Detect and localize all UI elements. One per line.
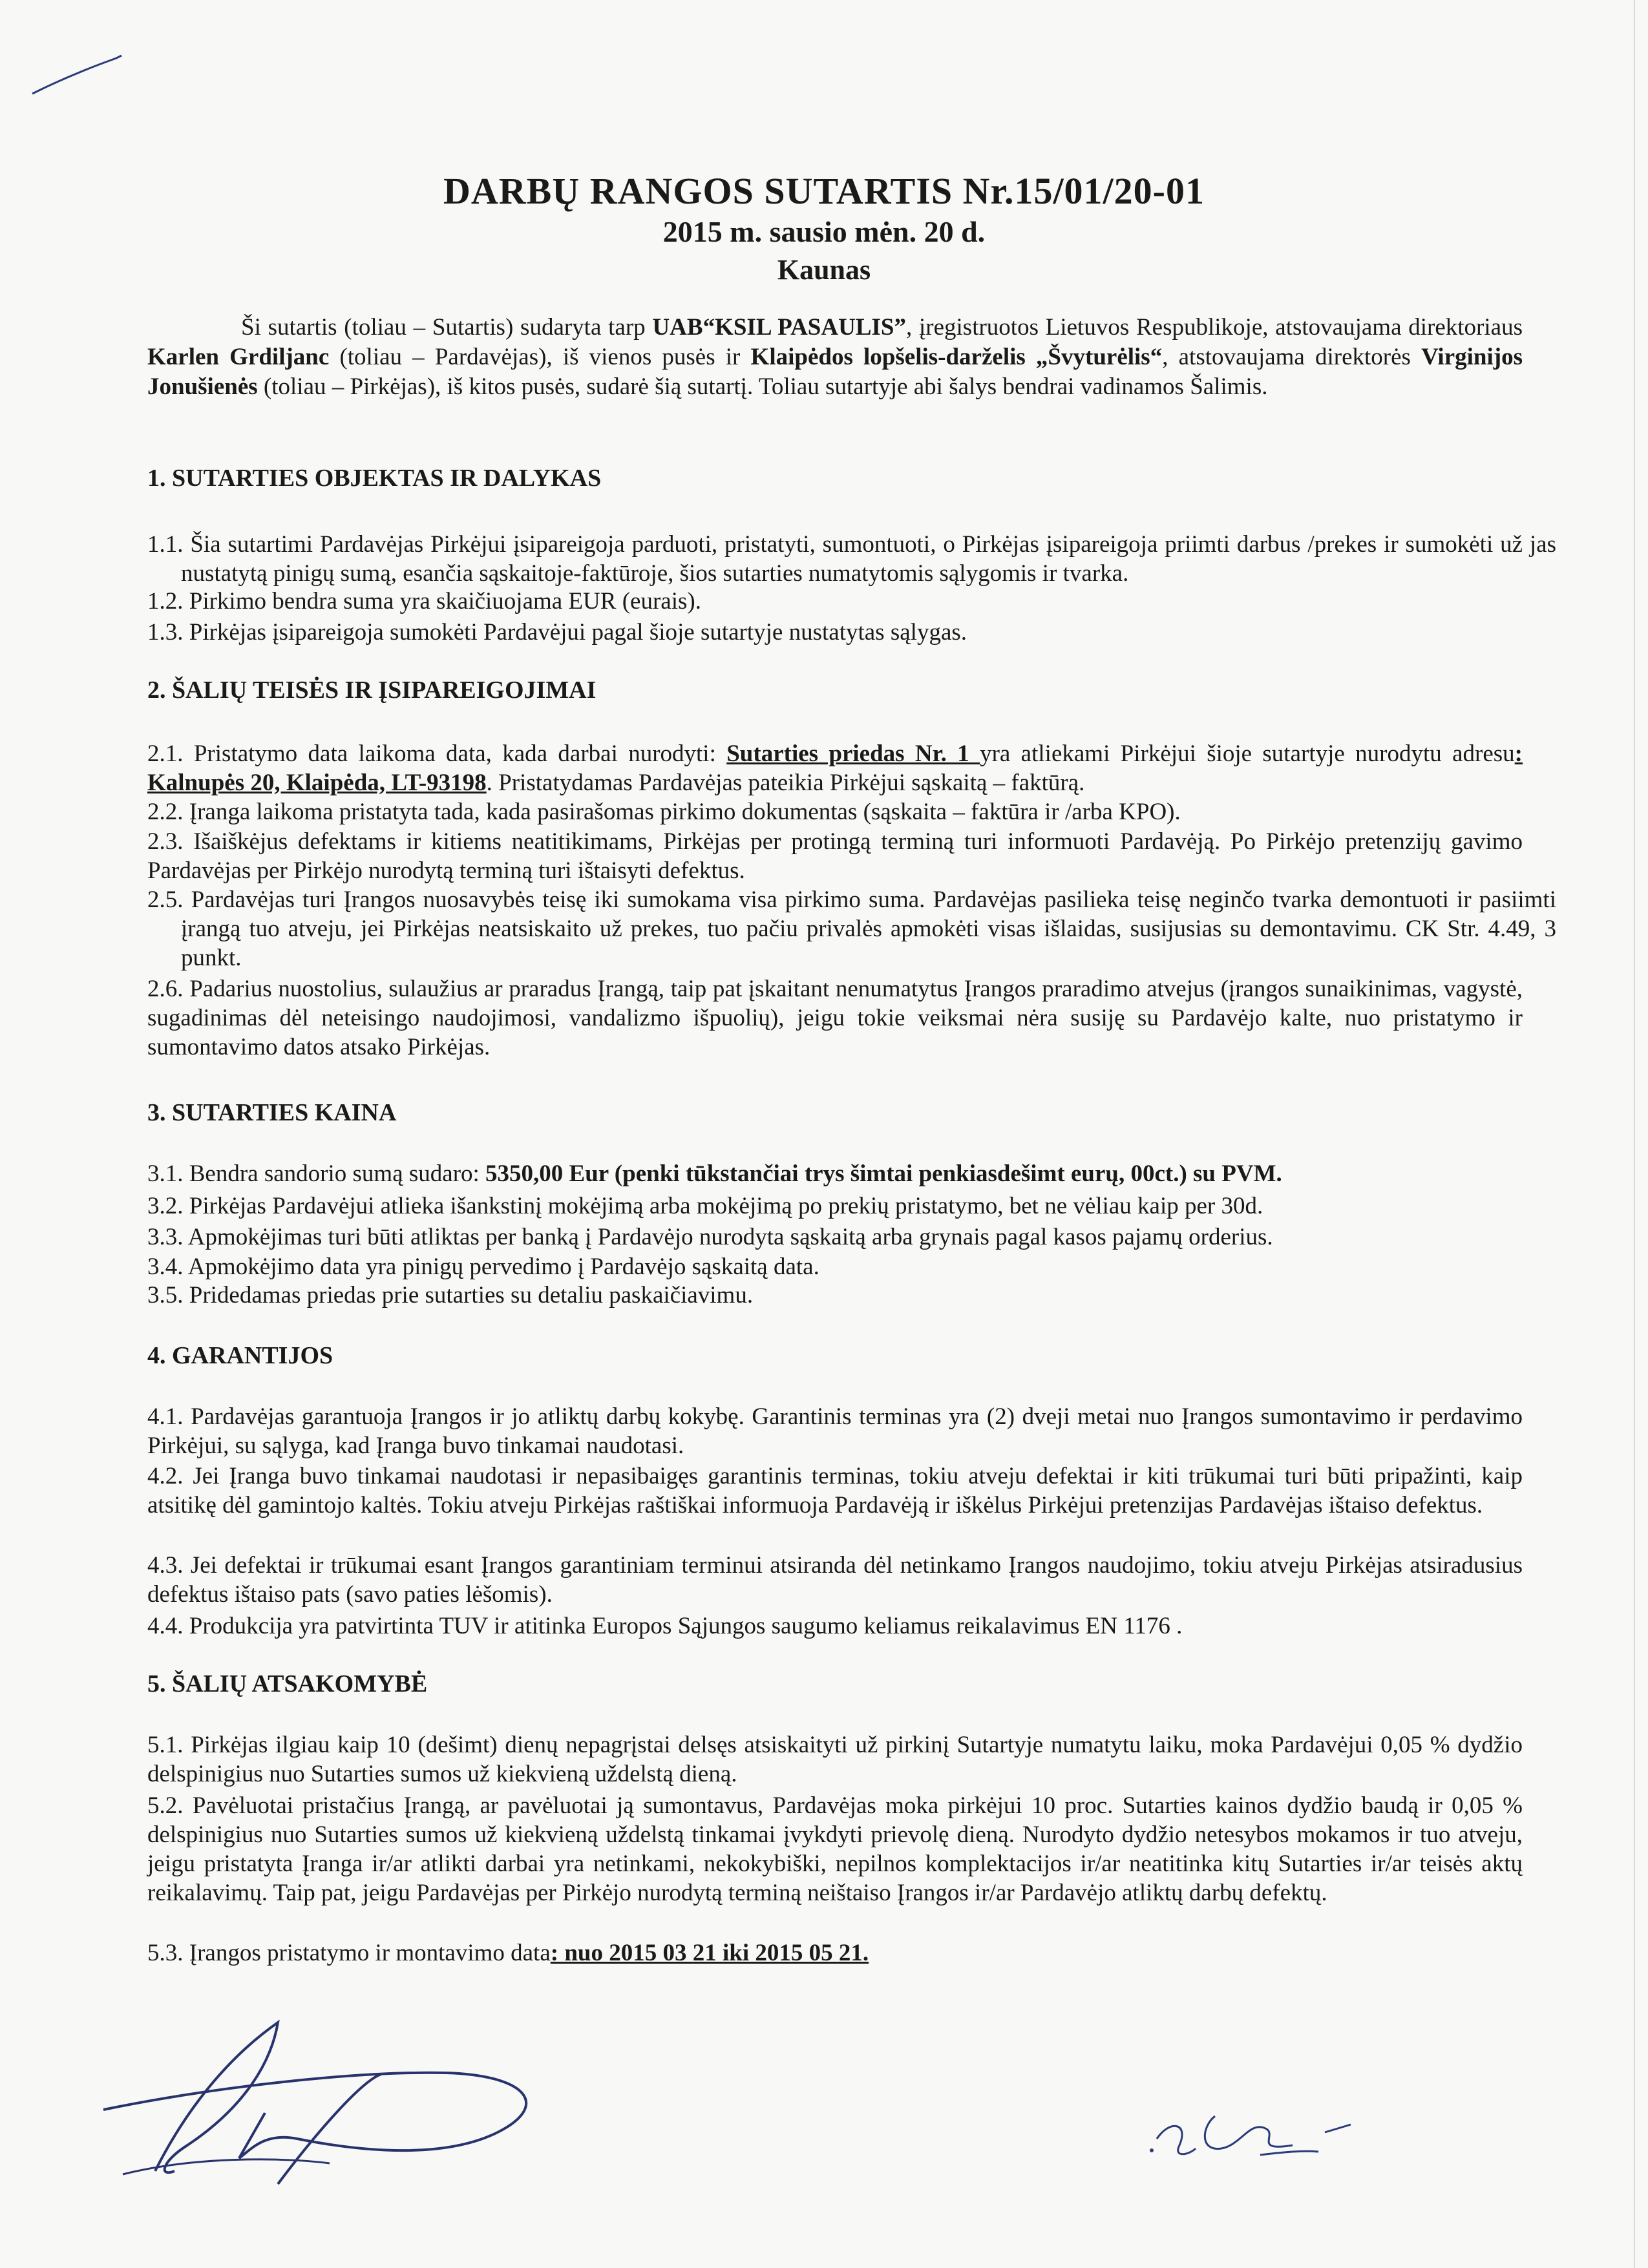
clause-3-5: 3.5. Pridedamas priedas prie sutarties su detaliu paskaičiavimu. bbox=[147, 1282, 754, 1308]
delivery-address: : Kalnupės 20, Klaipėda, LT-93198 bbox=[147, 740, 1523, 796]
buyer-signature bbox=[1144, 2094, 1364, 2171]
clause-4-3: 4.3. Jei defektai ir trūkumai esant Įrangos garantiniam terminui atsiranda dėl netinkamo Įrangos naudojimo, tokiu atveju Pirkėjas atsiradusius defektus ištaiso pats (savo paties lėšomis). bbox=[147, 1552, 1523, 1608]
seller-signature bbox=[84, 2010, 575, 2203]
clause-4-2: 4.2. Jei Įranga buvo tinkamai naudotasi ir nepasibaigęs garantinis terminas, tokiu atveju defektai ir kiti trūkumai turi būti pripažinti, kaip atsitikę dėl gamintojo kaltės. Tokiu atveju Pirkėjas raštiškai informuoja Pardavėją ir iškėlus Pirkėjui pretenzijas Pardavėjas ištaiso defektus. bbox=[147, 1463, 1523, 1518]
clause-1-2: 1.2. Pirkimo bendra suma yra skaičiuojama EUR (eurais). bbox=[147, 588, 701, 614]
section-5-title: 5. ŠALIŲ ATSAKOMYBĖ bbox=[147, 1670, 428, 1697]
document-title: DARBŲ RANGOS SUTARTIS Nr.15/01/20-01 bbox=[443, 170, 1205, 212]
contract-amount: 5350,00 Eur (penki tūkstančiai trys šimtai penkiasdešimt eurų, 00ct.) su PVM. bbox=[485, 1160, 1282, 1187]
clause-3-3: 3.3. Apmokėjimas turi būti atliktas per banką į Pardavėjo nurodyta sąskaitą arba grynais pagal kasos pajamų orderius. bbox=[147, 1224, 1273, 1250]
clause-2-1: 2.1. Pristatymo data laikoma data, kada darbai nurodyti: Sutarties priedas Nr. 1 yra atliekami Pirkėjui šioje sutartyje nurodytu adresu: Kalnupės 20, Klaipėda, LT-93198. Pristatydamas Pardavėjas pateikia Pirkėjui sąskaitą – faktūrą. bbox=[147, 740, 1523, 796]
seller-name: UAB“KSIL PASAULIS” bbox=[652, 314, 906, 341]
pen-mark bbox=[26, 45, 129, 103]
section-1-title: 1. SUTARTIES OBJEKTAS IR DALYKAS bbox=[147, 465, 602, 492]
document-city: Kaunas bbox=[777, 254, 871, 286]
scan-edge bbox=[1634, 0, 1635, 2268]
clause-1-1: 1.1. Šia sutartimi Pardavėjas Pirkėjui įsipareigoja parduoti, pristatyti, sumontuoti, o Pirkėjas įsipareigoja priimti darbus /prekes ir sumokėti už jas nustatytą pinigų sumą, esančia sąskaitoje-faktūroje, šios sutarties numatytomis sąlygomis ir tvarka. bbox=[147, 531, 1556, 587]
intro-paragraph: Ši sutartis (toliau – Sutartis) sudaryta tarp UAB“KSIL PASAULIS”, įregistruotos Lietuvos Respublikoje, atstovaujama direktoriaus Karlen Grdiljanc (toliau – Pardavėjas), iš vienos pusės ir Klaipėdos lopšelis-darželis „Švyturėlis“, atstovaujama direktorės Virginijos Jonušienės (toliau – Pirkėjas), iš kitos pusės, sudarė šią sutartį. Toliau sutartyje abi šalys bendrai vadinamos Šalimis. bbox=[147, 314, 1523, 400]
clause-4-4: 4.4. Produkcija yra patvirtinta TUV ir atitinka Europos Sąjungos saugumo keliamus reikalavimus EN 1176 . bbox=[147, 1613, 1183, 1639]
buyer-name: Klaipėdos lopšelis-darželis „Švyturėlis“ bbox=[750, 344, 1163, 370]
clause-3-1: 3.1. Bendra sandorio sumą sudaro: 5350,00 Eur (penki tūkstančiai trys šimtai penkiasdešimt eurų, 00ct.) su PVM. bbox=[147, 1160, 1282, 1187]
clause-3-4: 3.4. Apmokėjimo data yra pinigų pervedimo į Pardavėjo sąskaitą data. bbox=[147, 1254, 819, 1280]
clause-3-2: 3.2. Pirkėjas Pardavėjui atlieka išankstinį mokėjimą arba mokėjimą po prekių pristatymo, bet ne vėliau kaip per 30d. bbox=[147, 1193, 1263, 1219]
section-2-title: 2. ŠALIŲ TEISĖS IR ĮSIPAREIGOJIMAI bbox=[147, 677, 597, 704]
clause-2-6: 2.6. Padarius nuostolius, sulaužius ar praradus Įrangą, taip pat įskaitant nenumatytus Įrangos praradimo atvejus (įrangos sunaikinimas, vagystė, sugadinimas dėl neteisingo naudojimosi, vandalizmo išpuolių), jeigu tokie veiksmai nėra susiję su Pardavėjo kalte, nuo pristatymo ir sumontavimo datos atsako Pirkėjas. bbox=[147, 976, 1523, 1060]
clause-5-1: 5.1. Pirkėjas ilgiau kaip 10 (dešimt) dienų nepagrįstai delsęs atsiskaityti už pirkinį Sutartyje numatytu laiku, moka Pardavėjui 0,05 % dydžio delspinigius nuo Sutarties sumos už kiekvieną uždelstą dieną. bbox=[147, 1732, 1523, 1787]
section-3-title: 3. SUTARTIES KAINA bbox=[147, 1099, 397, 1126]
clause-2-2: 2.2. Įranga laikoma pristatyta tada, kada pasirašomas pirkimo dokumentas (sąskaita – faktūra ir /arba KPO). bbox=[147, 799, 1181, 825]
clause-2-5: 2.5. Pardavėjas turi Įrangos nuosavybės teisę iki sumokama visa pirkimo suma. Pardavėjas pasilieka teisę neginčo tvarka demontuoti ir pasiimti įrangą tuo atveju, jei Pirkėjas neatsiskaito už prekes, tuo pačiu privalės apmokėti visas išlaidas, susijusias su demontavimu. CK Str. 4.49, 3 punkt. bbox=[147, 887, 1556, 971]
seller-director: Karlen Grdiljanc bbox=[147, 344, 330, 370]
clause-5-2: 5.2. Pavėluotai pristačius Įrangą, ar pavėluotai ją sumontavus, Pardavėjas moka pirkėjui 10 proc. Sutarties kainos dydžio baudą ir 0,05 % delspinigius nuo Sutarties sumos už kiekvieną uždelstą tinkamai įvykdyti prievolę dieną. Nurodyto dydžio netesybos mokamos ir tuo atveju, jeigu pristatyta Įranga ir/ar atlikti darbai yra netinkami, nekokybiški, nepilnos komplektacijos ir/ar neatitinka kitų Sutarties ir/ar teisės aktų reikalavimų. Taip pat, jeigu Pardavėjas per Pirkėjo nurodytą terminą neištaiso Įrangos ir/ar Pardavėjo atliktų darbų defektų. bbox=[147, 1792, 1523, 1906]
clause-5-3: 5.3. Įrangos pristatymo ir montavimo data: nuo 2015 03 21 iki 2015 05 21. bbox=[147, 1940, 869, 1966]
clause-2-3: 2.3. Išaiškėjus defektams ir kitiems neatitikimams, Pirkėjas per protingą terminą turi informuoti Pardavėją. Po Pirkėjo pretenzijų gavimo Pardavėjas per Pirkėjo nurodytą terminą turi ištaisyti defektus. bbox=[147, 828, 1523, 884]
annex-reference: Sutarties priedas Nr. 1 bbox=[726, 740, 980, 767]
document-date: 2015 m. sausio mėn. 20 d. bbox=[662, 215, 986, 248]
section-4-title: 4. GARANTIJOS bbox=[147, 1342, 333, 1369]
installation-dates: : nuo 2015 03 21 iki 2015 05 21. bbox=[550, 1940, 869, 1966]
clause-1-3: 1.3. Pirkėjas įsipareigoja sumokėti Pardavėjui pagal šioje sutartyje nustatytas sąlygas. bbox=[147, 619, 967, 646]
buyer-director: Virginijos Jonušienės bbox=[147, 344, 1523, 400]
clause-4-1: 4.1. Pardavėjas garantuoja Įrangos ir jo atliktų darbų kokybę. Garantinis terminas yra (2) dveji metai nuo Įrangos sumontavimo ir perdavimo Pirkėjui, su sąlyga, kad Įranga buvo tinkamai naudotasi. bbox=[147, 1403, 1523, 1459]
